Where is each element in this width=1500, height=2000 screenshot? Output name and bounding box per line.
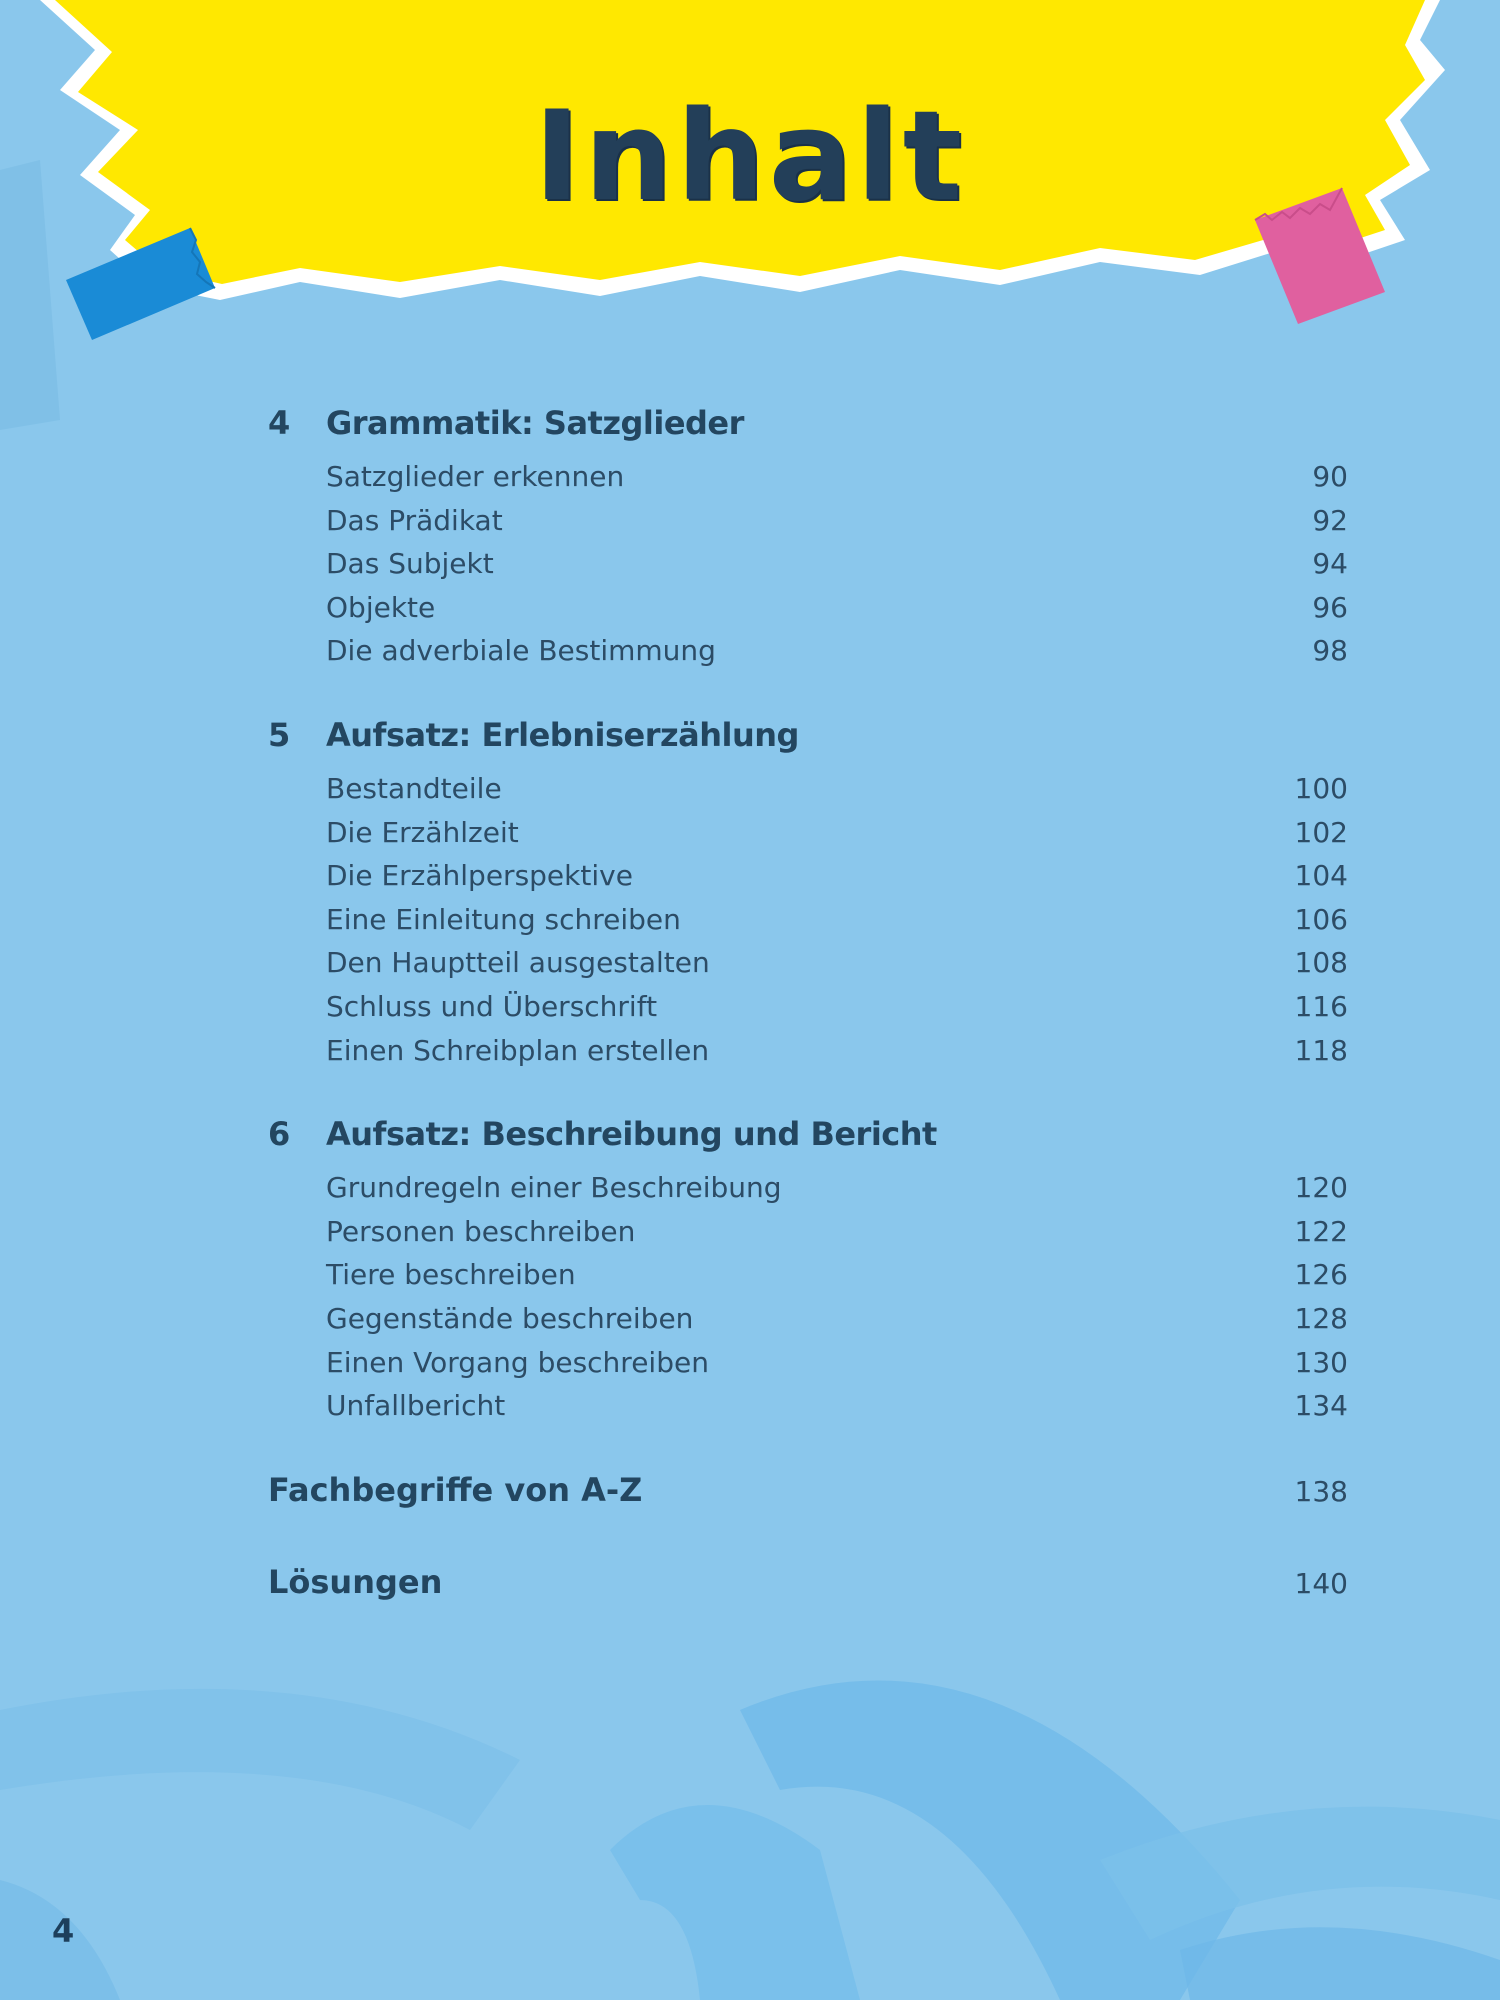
toc-section <box>268 716 1348 1077</box>
toc-entry <box>326 1346 1348 1390</box>
toc-section <box>268 1115 1348 1433</box>
entry-page-number: 126 <box>1294 1258 1348 1292</box>
toc-entry <box>326 504 1348 548</box>
entry-page-number: 96 <box>1312 590 1348 624</box>
standalone-page-number: 140 <box>1294 1566 1348 1600</box>
toc-entry <box>326 1034 1348 1078</box>
entry-page-number: 106 <box>1294 902 1348 936</box>
toc-entry <box>326 772 1348 816</box>
entry-label: Unfallbericht <box>326 1389 506 1423</box>
entry-page-number: 128 <box>1294 1301 1348 1335</box>
toc-entry <box>326 859 1348 903</box>
toc-standalone-entry <box>268 1563 1348 1619</box>
toc-entry <box>326 946 1348 990</box>
entry-label: Schluss und Überschrift <box>326 989 658 1023</box>
toc-entry <box>326 634 1348 678</box>
section-title: Grammatik: Satzglieder <box>326 404 744 442</box>
toc-entry <box>326 816 1348 860</box>
toc-entry <box>326 903 1348 947</box>
entry-page-number: 94 <box>1312 547 1348 581</box>
standalone-label: Lösungen <box>268 1562 443 1601</box>
entry-page-number: 104 <box>1294 859 1348 893</box>
entry-label: Satzglieder erkennen <box>326 460 625 493</box>
entry-label: Tiere beschreiben <box>326 1258 576 1292</box>
entry-label: Gegenstände beschreiben <box>326 1301 694 1335</box>
entry-page-number: 122 <box>1294 1214 1348 1248</box>
entry-label: Die Erzählperspektive <box>326 859 633 893</box>
entry-label: Den Hauptteil ausgestalten <box>326 946 710 980</box>
standalone-page-number: 138 <box>1294 1474 1348 1508</box>
entry-page-number: 102 <box>1294 815 1348 849</box>
toc-extras <box>268 1471 1348 1619</box>
page-number: 4 <box>52 1912 75 1950</box>
entry-label: Grundregeln einer Beschreibung <box>326 1171 782 1205</box>
entry-label: Bestandteile <box>326 771 502 805</box>
entry-label: Das Prädikat <box>326 503 503 537</box>
entry-page-number: 100 <box>1294 771 1348 805</box>
toc-section <box>268 404 1348 678</box>
table-of-contents <box>268 404 1348 1655</box>
section-number: 5 <box>268 715 291 754</box>
entry-page-number: 130 <box>1294 1345 1348 1379</box>
toc-entry <box>326 591 1348 635</box>
entry-page-number: 108 <box>1294 946 1348 980</box>
toc-sections <box>268 404 1348 1433</box>
section-heading <box>268 404 1348 460</box>
toc-entry <box>326 1258 1348 1302</box>
entry-label: Einen Schreibplan erstellen <box>326 1033 710 1067</box>
toc-entry <box>326 1171 1348 1215</box>
entry-page-number: 98 <box>1312 634 1348 668</box>
entry-label: Die Erzählzeit <box>326 815 519 849</box>
entry-page-number: 118 <box>1294 1033 1348 1067</box>
toc-entry <box>326 460 1348 504</box>
section-heading <box>268 716 1348 772</box>
toc-entry <box>326 1215 1348 1259</box>
entry-page-number: 90 <box>1312 460 1348 493</box>
section-number: 4 <box>268 404 291 442</box>
toc-entry <box>326 990 1348 1034</box>
section-heading <box>268 1115 1348 1171</box>
entry-page-number: 134 <box>1294 1389 1348 1423</box>
toc-entry <box>326 1302 1348 1346</box>
section-title: Aufsatz: Erlebniserzählung <box>326 715 799 754</box>
entry-page-number: 92 <box>1312 503 1348 537</box>
entry-page-number: 120 <box>1294 1171 1348 1205</box>
section-title: Aufsatz: Beschreibung und Bericht <box>326 1115 937 1154</box>
entry-page-number: 116 <box>1294 989 1348 1023</box>
entry-label: Personen beschreiben <box>326 1214 636 1248</box>
entry-label: Das Subjekt <box>326 547 494 581</box>
standalone-label: Fachbegriffe von A-Z <box>268 1470 643 1509</box>
entry-label: Die adverbiale Bestimmung <box>326 634 716 668</box>
toc-entry <box>326 547 1348 591</box>
toc-entry <box>326 1389 1348 1433</box>
entry-label: Eine Einleitung schreiben <box>326 902 681 936</box>
page-title: Inhalt <box>533 85 967 229</box>
section-number: 6 <box>268 1115 291 1154</box>
entry-label: Objekte <box>326 590 436 624</box>
toc-standalone-entry <box>268 1471 1348 1527</box>
entry-label: Einen Vorgang beschreiben <box>326 1345 709 1379</box>
